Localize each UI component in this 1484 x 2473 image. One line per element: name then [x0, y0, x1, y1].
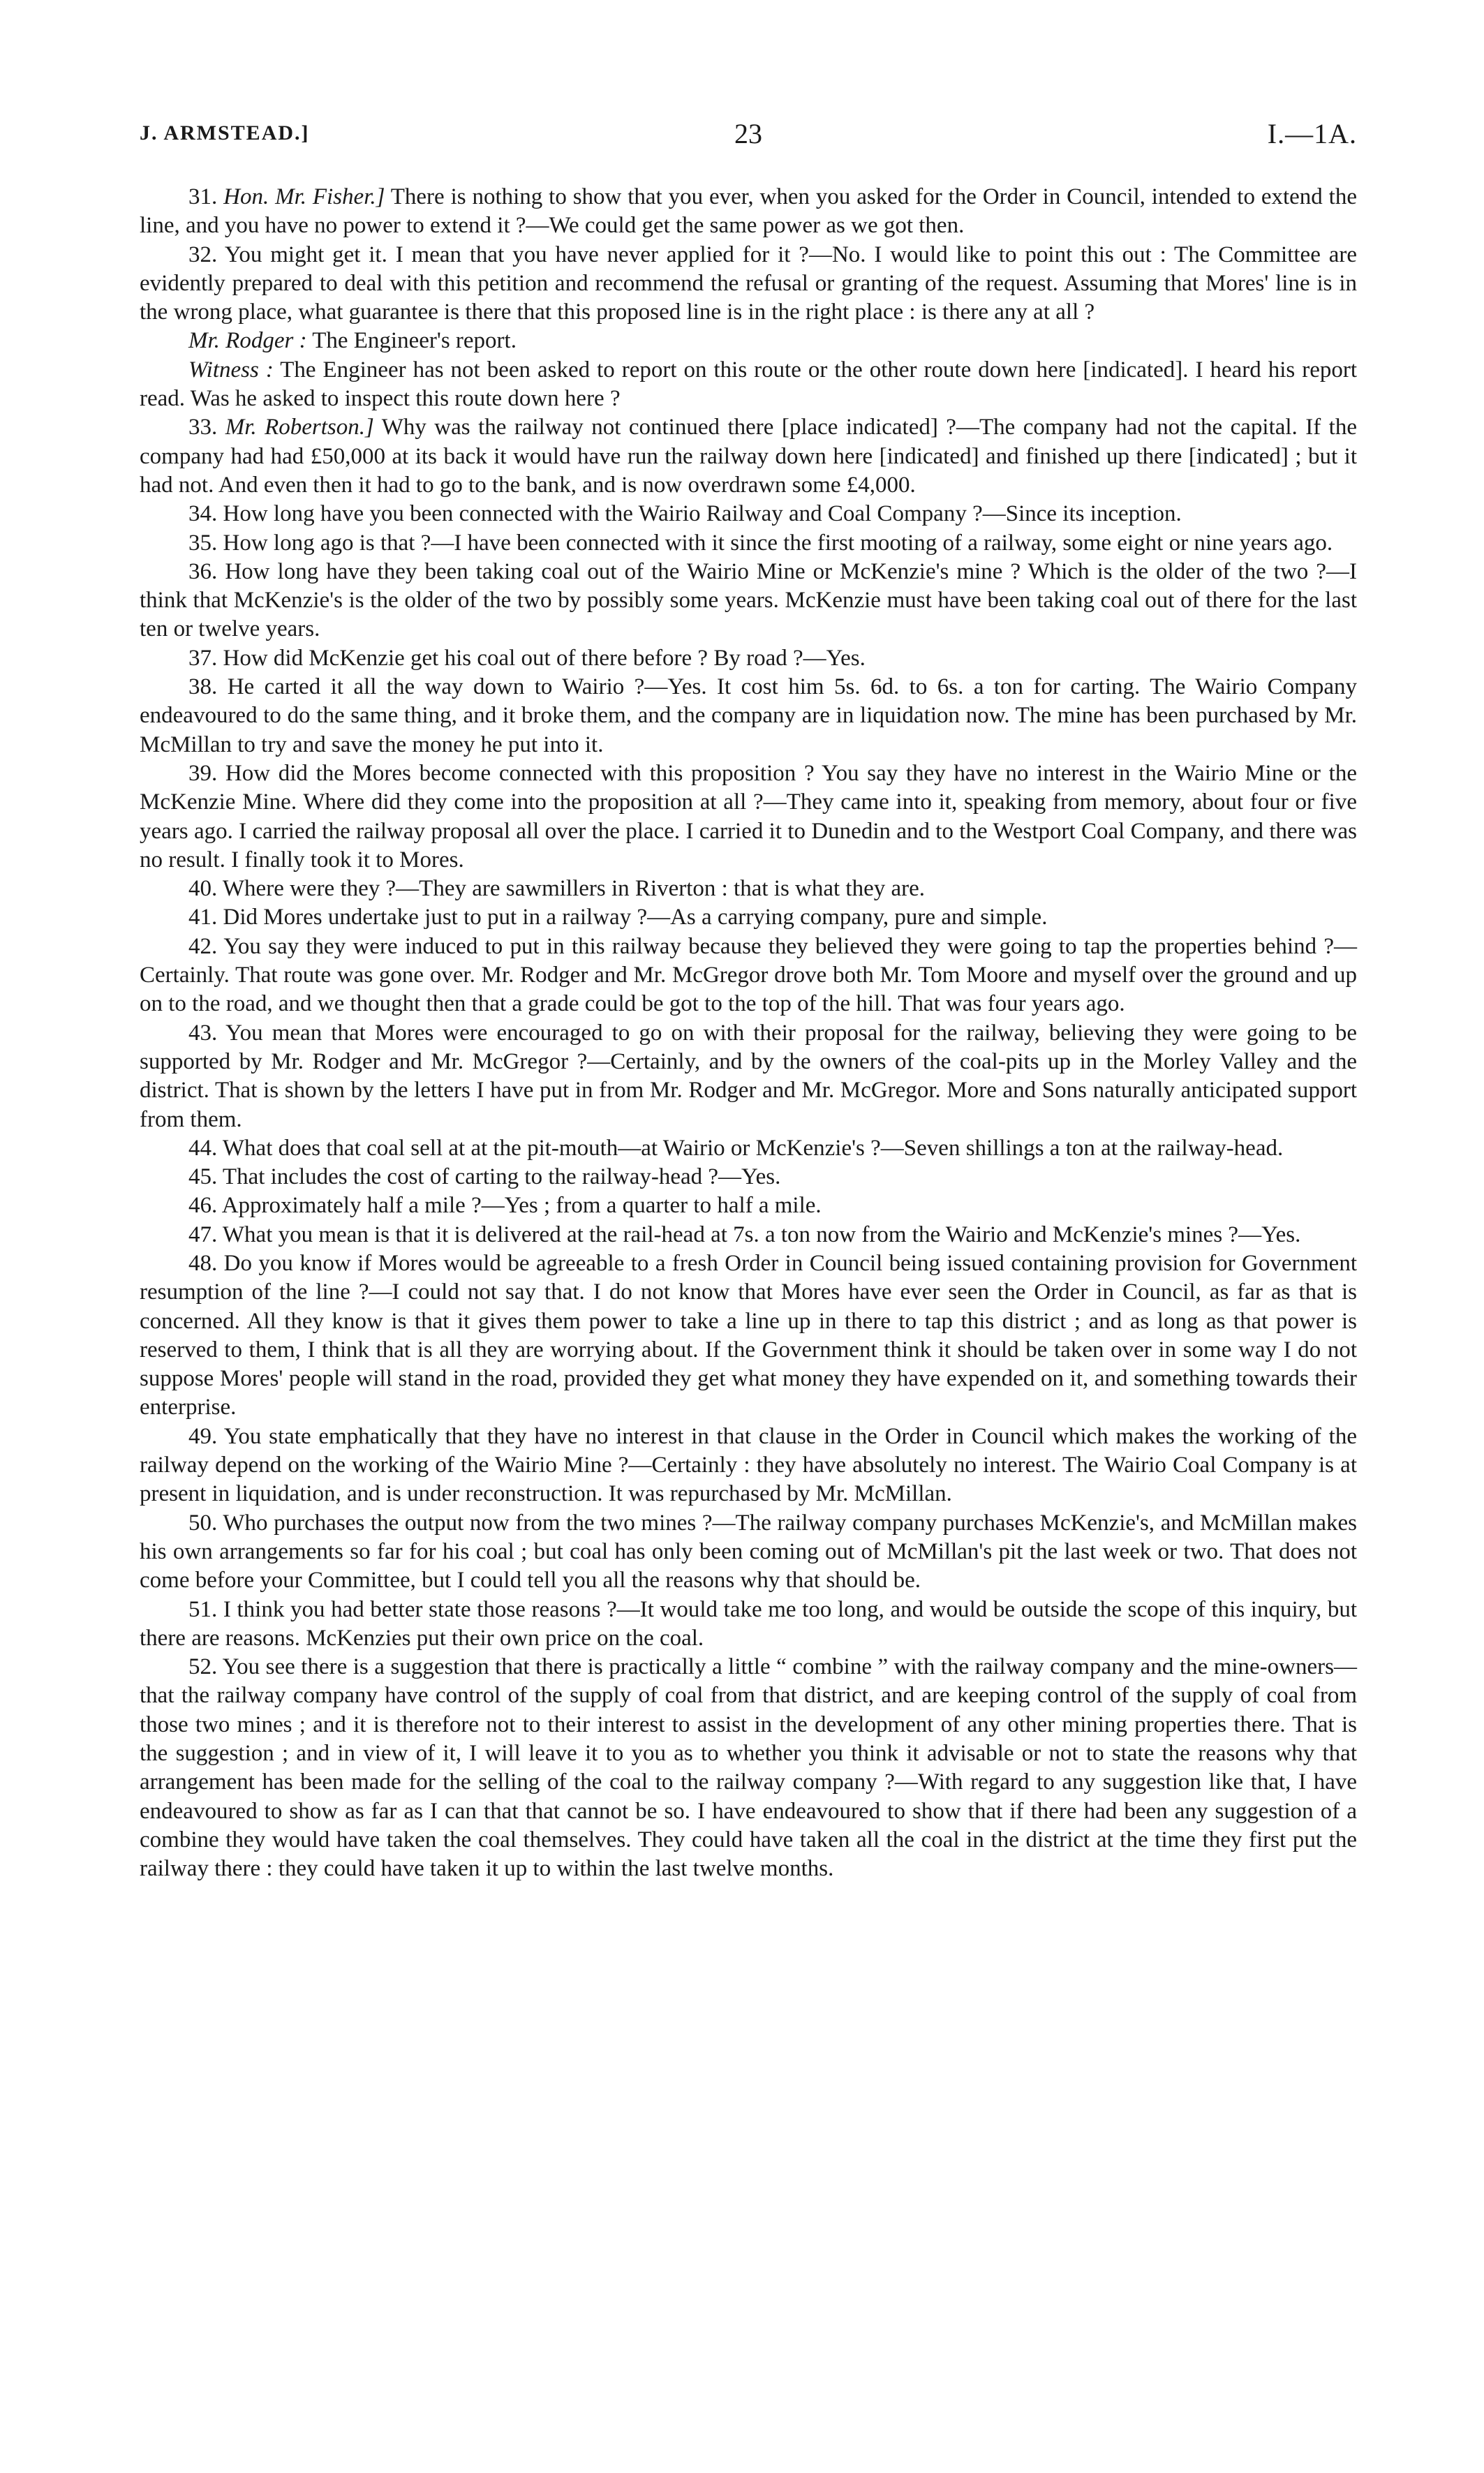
question-number: 46. — [188, 1193, 218, 1219]
paragraph-text: Did Mores undertake just to put in a railway ?—As a carrying company, pure and simple. — [223, 905, 1048, 930]
paragraph-text: You state emphatically that they have no interest in that clause in the Order in Council which makes the working of the railway depend on the working of the Wairio Mine ?—Certainly : they have absolutely no interest. The Wairio Coal Company is at present in liquidation, and is under reconstruction. It was repurchased by Mr. McMillan. — [140, 1423, 1357, 1507]
question-number: 52. — [188, 1654, 218, 1680]
paragraph — [140, 644, 1357, 673]
question-number: 34. — [188, 501, 218, 527]
paragraph-text: How long have they been taking coal out of the Wairio Mine or McKenzie's mine ? Which is the older of the two ?—I think that McKenzie's is the older of the two by possibly some years. McKenzie must have been taking coal out of there for the last ten or twelve years. — [140, 558, 1357, 642]
question-number: 39. — [188, 760, 218, 786]
paragraph — [140, 1596, 1357, 1654]
paragraph-text: I think you had better state those reasons ?—It would take me too long, and would be outside the scope of this inquiry, but there are reasons. McKenzies put their own price on the coal. — [140, 1596, 1358, 1651]
paragraph — [140, 327, 1357, 355]
paragraph — [140, 1249, 1357, 1423]
paragraph-text: You might get it. I mean that you have never applied for it ?—No. I would like to point this out : The Committee are evidently prepared to deal with this petition and recommend the refusal or granting of the request. Assuming that Mores' line is in the wrong place, what guarantee is there that this proposed line is in the right place : is there any at all ? — [140, 242, 1357, 325]
speaker-label: Mr. Robertson.] — [225, 415, 374, 440]
paragraph-text: What does that coal sell at at the pit-mouth—at Wairio or McKenzie's ?—Seven shillings a ton at the railway-head. — [222, 1135, 1284, 1161]
paragraph-text: How long ago is that ?—I have been connected with it since the first mooting of a railway, some eight or nine years ago. — [223, 530, 1333, 556]
page-header — [140, 117, 1357, 159]
paragraph-text: How did McKenzie get his coal out of there before ? By road ?—Yes. — [223, 645, 866, 671]
question-number: 44. — [188, 1135, 218, 1161]
paper-reference: I.—1A. — [1267, 118, 1357, 149]
question-number: 48. — [188, 1250, 218, 1276]
question-number: 36. — [188, 558, 218, 584]
paragraph — [140, 529, 1357, 558]
paragraph — [140, 183, 1357, 241]
question-number: 35. — [188, 530, 218, 556]
paragraph — [140, 558, 1357, 644]
speaker-label: Mr. Rodger : — [188, 328, 307, 354]
question-number: 32. — [188, 242, 218, 267]
speaker-label: Witness : — [188, 357, 274, 383]
question-number: 31. — [188, 184, 218, 209]
paragraph-text: You say they were induced to put in this railway because they believed they were going to tap the properties behind ?—Certainly. That route was gone over. Mr. Rodger and Mr. McGregor drove both Mr. Tom Moore and myself over the ground and up on to the road, and we thought then that a grade could be got to the top of the hill. That was four years ago. — [140, 933, 1357, 1017]
witness-name: J. ARMSTEAD.] — [140, 121, 310, 144]
question-number: 45. — [188, 1164, 218, 1190]
question-number: 50. — [188, 1510, 218, 1536]
paragraph — [140, 903, 1357, 932]
document-body — [140, 183, 1357, 1884]
question-number: 33. — [188, 415, 218, 440]
question-number: 38. — [188, 674, 218, 700]
question-number: 41. — [188, 905, 218, 930]
paragraph — [140, 1134, 1357, 1163]
paragraph — [140, 1653, 1357, 1883]
paragraph — [140, 1019, 1357, 1134]
paragraph-text: How did the Mores become connected with this proposition ? You say they have no interest in the Wairio Mine or the McKenzie Mine. Where did they come into the proposition at all ?—They came into it, speaking from memory, about four or five years ago. I carried the railway proposal all over the place. I carried it to Dunedin and to the Westport Coal Company, and there was no result. I finally took it to Mores. — [140, 760, 1357, 872]
paragraph — [140, 1509, 1357, 1596]
question-number: 47. — [188, 1221, 218, 1247]
page-number: 23 — [734, 118, 762, 149]
paragraph-text: The Engineer's report. — [312, 328, 517, 354]
paragraph — [140, 413, 1357, 500]
question-number: 51. — [188, 1596, 218, 1622]
paragraph-text: He carted it all the way down to Wairio ?—Yes. It cost him 5s. 6d. to 6s. a ton for carting. The Wairio Company endeavoured to do the same thing, and it broke them, and the company are in liquidation now. The mine has been purchased by Mr. McMillan to try and save the money he put into it. — [140, 674, 1357, 757]
question-number: 40. — [188, 876, 218, 902]
paragraph — [140, 500, 1357, 528]
question-number: 49. — [188, 1423, 218, 1449]
paragraph-text: How long have you been connected with the Wairio Railway and Coal Company ?—Since its inception. — [223, 501, 1182, 527]
paragraph-text: The Engineer has not been asked to report on this route or the other route down here [indicated]. I heard his report read. Was he asked to inspect this route down here ? — [140, 357, 1358, 412]
paragraph — [140, 241, 1357, 327]
paragraph — [140, 1163, 1357, 1191]
paragraph-text: Do you know if Mores would be agreeable to a fresh Order in Council being issued containing provision for Government resumption of the line ?—I could not say that. I do not know that Mores have ever seen the Order in Council, as far as that is concerned. All they know is that it gives them power to take a line up in there to tap this district ; and as long as that power is reserved to them, I think that is all they are worrying about. If the Government think it should be taken over in some way I do not suppose Mores' people will stand in the road, provided they get what money they have expended on it, and something towards their enterprise. — [140, 1250, 1357, 1420]
question-number: 37. — [188, 645, 218, 671]
paragraph-text: You see there is a suggestion that there is practically a little “ combine ” with the railway company and the mine-owners—that the railway company have control of the supply of coal from that district, and are keeping control of the supply of coal from those two mines ; and it is therefore not to their interest to assist in the development of any other mining properties there. That is the suggestion ; and in view of it, I will leave it to you as to whether you think it advisable or not to state the reasons why that arrangement has been made for the selling of the coal to the railway company ?—With regard to any suggestion like that, I have endeavoured to show as far as I can that that cannot be so. I have endeavoured to show that if there had been any suggestion of a combine they would have taken the coal themselves. They could have taken all the coal in the district at the time they first put the railway there : they could have taken it up to within the last twelve months. — [140, 1654, 1357, 1882]
paragraph — [140, 1221, 1357, 1249]
paragraph — [140, 933, 1357, 1019]
paragraph-text: Why was the railway not continued there [place indicated] ?—The company had not the capital. If the company had had £50,000 at its back it would have run the railway down here [indicated] and finished up there [indicated] ; but it had not. And even then it had to go to the bank, and is now overdrawn some £4,000. — [140, 415, 1357, 498]
paragraph-text: There is nothing to show that you ever, when you asked for the Order in Council, intended to extend the line, and you have no power to extend it ?—We could get the same power as we got then. — [140, 184, 1357, 239]
paragraph — [140, 1191, 1357, 1220]
paragraph — [140, 875, 1357, 903]
paragraph-text: Who purchases the output now from the two mines ?—The railway company purchases McKenzie's, and McMillan makes his own arrangements so far for his coal ; but coal has only been coming out of McMillan's pit the last week or two. That does not come before your Committee, but I could tell you all the reasons why that should be. — [140, 1510, 1357, 1594]
paragraph-text: That includes the cost of carting to the railway-head ?—Yes. — [222, 1164, 781, 1190]
paragraph — [140, 356, 1357, 414]
question-number: 43. — [188, 1020, 218, 1046]
paragraph — [140, 673, 1357, 759]
paragraph — [140, 759, 1357, 875]
paragraph-text: Approximately half a mile ?—Yes ; from a quarter to half a mile. — [221, 1193, 822, 1219]
question-number: 42. — [188, 933, 218, 959]
paragraph-text: What you mean is that it is delivered at the rail-head at 7s. a ton now from the Wairio and McKenzie's mines ?—Yes. — [222, 1221, 1301, 1247]
paragraph-text: You mean that Mores were encouraged to go on with their proposal for the railway, believing they were going to be supported by Mr. Rodger and Mr. McGregor ?—Certainly, and by the owners of the coal-pits up in the Morley Valley and the district. That is shown by the letters I have put in from Mr. Rodger and Mr. McGregor. More and Sons naturally anticipated support from them. — [140, 1020, 1357, 1132]
paragraph-text: Where were they ?—They are sawmillers in Riverton : that is what they are. — [222, 876, 926, 902]
paragraph — [140, 1423, 1357, 1509]
speaker-label: Hon. Mr. Fisher.] — [223, 184, 385, 209]
